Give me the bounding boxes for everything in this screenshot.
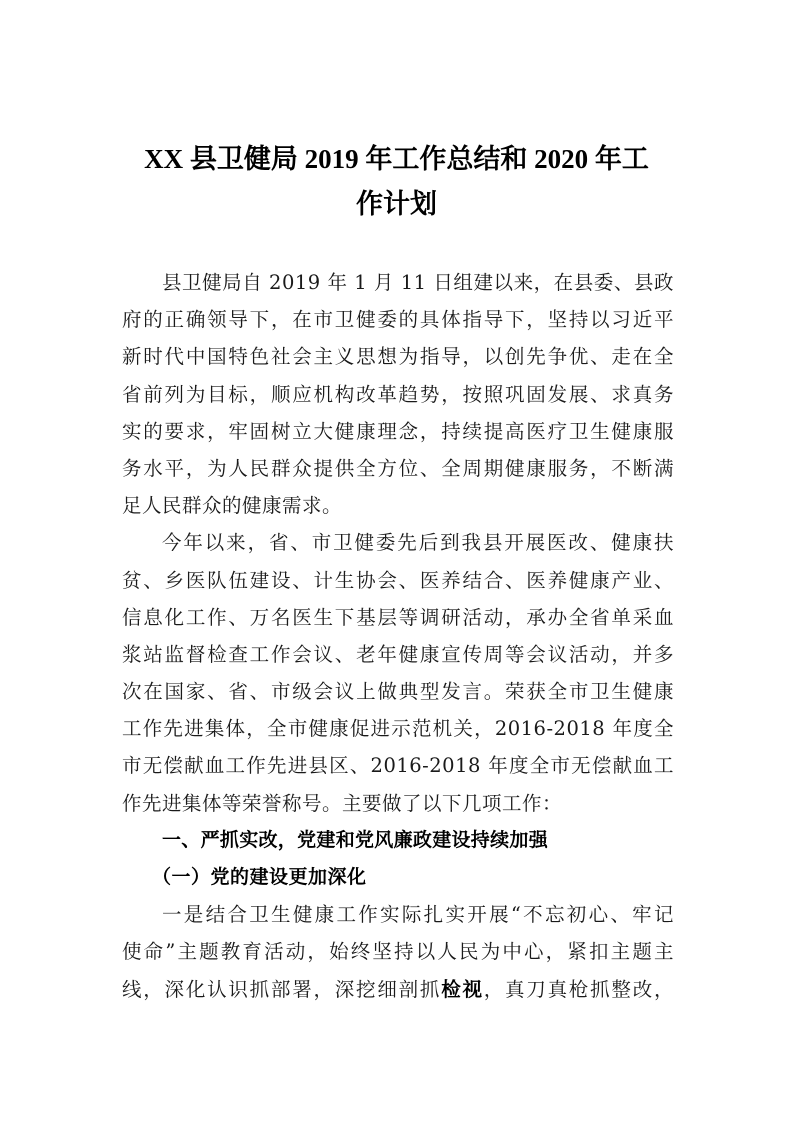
document-body	[122, 264, 674, 1008]
text-line: 市无偿献血工作先进县区、2016-2018 年度全市无偿献血工	[122, 754, 674, 778]
title-line-2: 作计划	[356, 189, 437, 219]
subsection-heading-1: （一）党的建设更加深化	[152, 866, 367, 888]
text-line: 县卫健局自 2019 年 1 月 11 日组建以来，在县委、县政	[162, 271, 674, 294]
text-line: 新时代中国特色社会主义思想为指导，以创先争优、走在全	[122, 345, 674, 369]
paragraph-achievements	[122, 524, 674, 822]
title-line-1: XX 县卫健局 2019 年工作总结和 2020 年工	[144, 144, 649, 174]
text-line: 今年以来，省、市卫健委先后到我县开展医改、健康扶	[162, 531, 674, 555]
text-line: 作先进集体等荣誉称号。主要做了以下几项工作：	[122, 791, 563, 815]
paragraph-intro	[122, 264, 674, 524]
text-line: 使命”主题教育活动，始终坚持以人民为中心，紧扣主题主	[122, 940, 674, 964]
text-line: 一是结合卫生健康工作实际扎实开展“不忘初心、牢记	[162, 903, 674, 927]
text-line: 务水平，为人民群众提供全方位、全周期健康服务，不断满	[122, 456, 674, 480]
text-line	[122, 971, 674, 1008]
text-line: 次在国家、省、市级会议上做典型发言。荣获全市卫生健康	[122, 680, 674, 704]
text-line: 实的要求，牢固树立大健康理念，持续提高医疗卫生健康服	[122, 419, 674, 443]
text-line: 工作先进集体，全市健康促进示范机关，2016-2018 年度全	[122, 717, 674, 741]
text-run: 线，深化认识抓部署，深挖细剖抓	[122, 977, 442, 1001]
document-title	[110, 137, 683, 227]
text-line: 足人民群众的健康需求。	[122, 494, 343, 518]
text-line: 省前列为目标，顺应机构改革趋势，按照巩固发展、求真务	[122, 382, 674, 406]
text-line: 浆站监督检查工作会议、老年健康宣传周等会议活动，并多	[122, 642, 674, 666]
text-run: ，真刀真枪抓整改，	[483, 977, 674, 1001]
bold-text-run: 检视	[441, 977, 484, 1001]
section-heading-1: 一、严抓实改，党建和党风廉政建设持续加强	[162, 828, 549, 851]
paragraph-party-building	[122, 896, 674, 1008]
text-line: 信息化工作、万名医生下基层等调研活动，承办全省单采血	[122, 605, 674, 629]
text-line: 贫、乡医队伍建设、计生协会、医养结合、医养健康产业、	[122, 568, 674, 592]
text-line: 府的正确领导下，在市卫健委的具体指导下，坚持以习近平	[122, 308, 674, 332]
